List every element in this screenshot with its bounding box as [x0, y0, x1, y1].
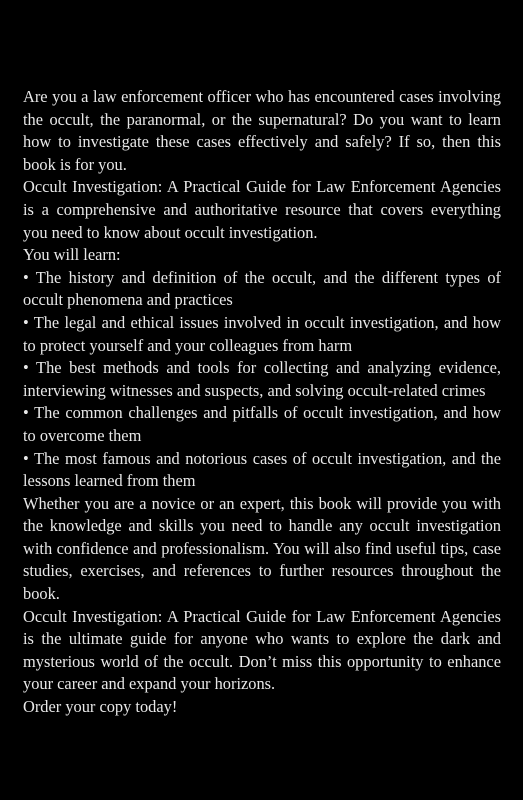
closing-paragraph: Occult Investigation: A Practical Guide for Law Enforcement Agencies is the ultimate guide for anyone who wants to explore the dark and mysterious world of the occult. Don’t miss this opportunity to enhance your career and expand your horizons. [23, 606, 501, 694]
list-item: • The best methods and tools for collecting and analyzing evidence, interviewing witnesses and suspects, and solving occult-related crimes [23, 358, 501, 400]
call-to-action: Order your copy today! [23, 697, 178, 717]
learn-heading: You will learn: [23, 245, 121, 265]
blurb-text [23, 86, 501, 719]
learn-list [23, 267, 501, 493]
list-item: • The legal and ethical issues involved in occult investigation, and how to protect yourself and your colleagues from harm [23, 312, 501, 355]
list-item: • The common challenges and pitfalls of occult investigation, and how to overcome them [23, 403, 501, 445]
list-item: • The most famous and notorious cases of occult investigation, and the lessons learned from them [23, 448, 501, 491]
audience-paragraph: Whether you are a novice or an expert, this book will provide you with the knowledge and skills you need to handle any occult investigation with confidence and professionalism. You will also find useful tips, case studies, exercises, and references to further resources throughout the book. [23, 493, 501, 604]
list-item: • The history and definition of the occult, and the different types of occult phenomena and practices [23, 267, 501, 310]
intro-paragraph: Are you a law enforcement officer who has encountered cases involving the occult, the paranormal, or the supernatural? Do you want to learn how to investigate these cases effectively and safely? If so, then this book is for you. [23, 87, 501, 174]
description-paragraph: Occult Investigation: A Practical Guide for Law Enforcement Agencies is a comprehensive and authoritative resource that covers everything you need to know about occult investigation. [23, 177, 501, 242]
